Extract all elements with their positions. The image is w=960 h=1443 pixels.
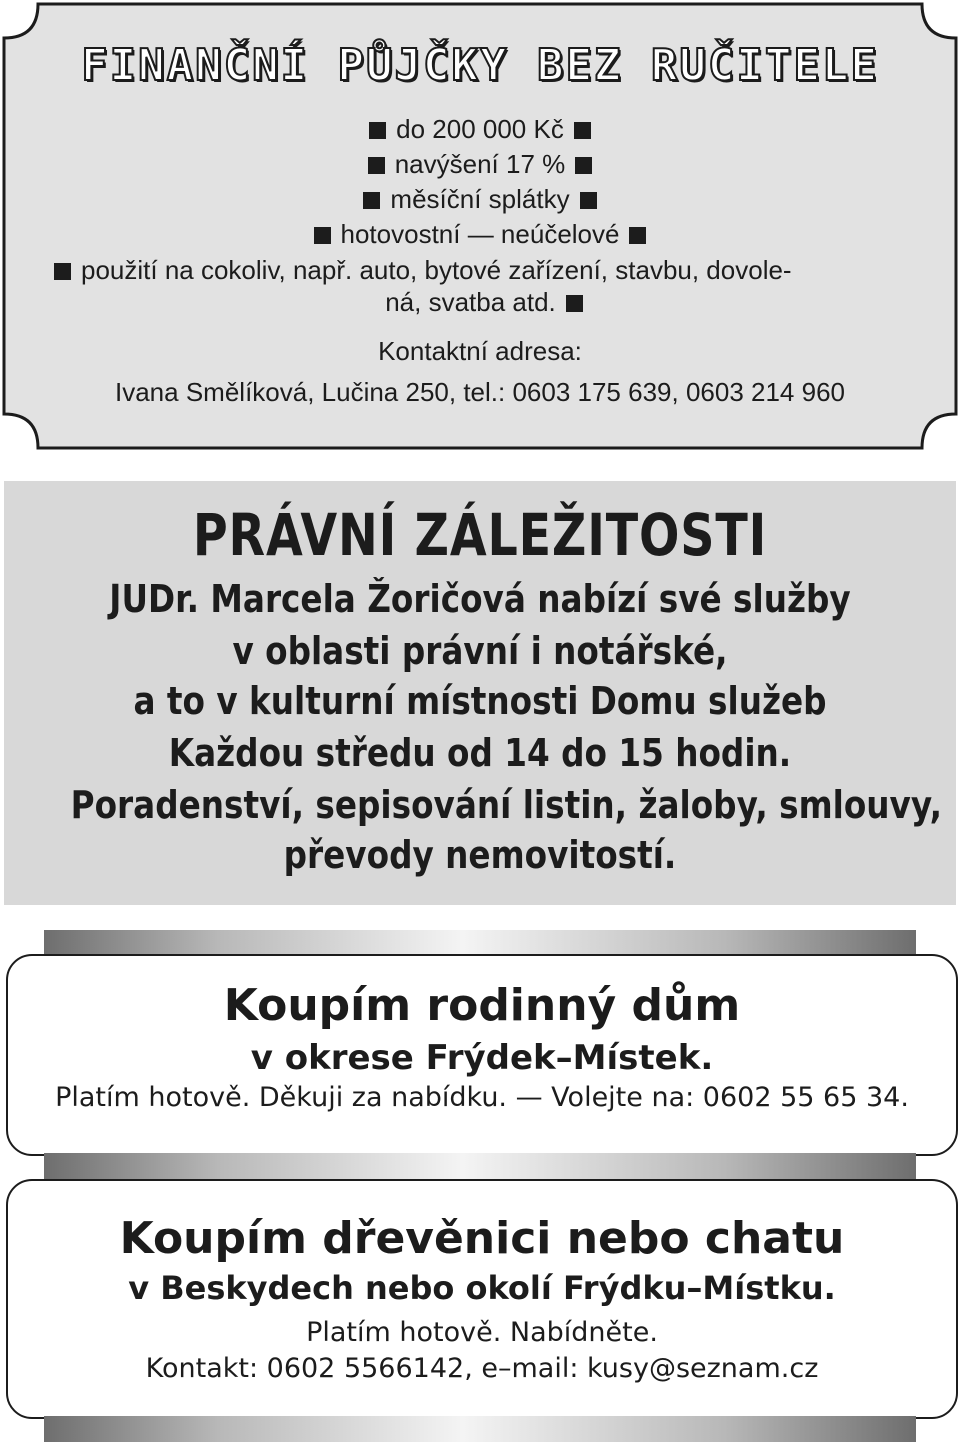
loans-bullet-amount: do 200 000 Kč: [2, 114, 958, 144]
cottage-line-2: Platím hotově. Nabídněte.: [306, 1317, 658, 1348]
legal-line-1: JUDr. Marcela Žoričová nabízí své služby: [109, 577, 851, 621]
legal-line-5: Poradenství, sepisování listin, žaloby, smlouvy,: [70, 783, 943, 827]
house-ad-top-band: [44, 930, 916, 956]
square-bullet-icon: [629, 227, 646, 244]
square-bullet-icon: [580, 192, 597, 209]
house-title: Koupím rodinný dům: [223, 980, 741, 1031]
loans-bullet-installments: měsíční splátky: [2, 184, 958, 214]
legal-title: PRÁVNÍ ZÁLEŽITOSTI: [192, 501, 768, 569]
square-bullet-icon: [566, 295, 583, 312]
cottage-ad-bottom-band: [44, 1416, 916, 1442]
square-bullet-icon: [575, 157, 592, 174]
house-ad: [6, 954, 958, 1156]
loans-bullet-cash: hotovostní — neúčelové: [2, 219, 958, 249]
cottage-title: Koupím dřevěnici nebo chatu: [119, 1213, 845, 1264]
loans-bullet-usage: použití na cokoliv, např. auto, bytové zařízení, stavbu, dovole- ná, svatba atd.: [54, 254, 914, 318]
legal-line-4: Každou středu od 14 do 15 hodin.: [168, 731, 792, 775]
legal-ad: [4, 481, 956, 905]
cottage-ad-top-band: [44, 1153, 916, 1179]
square-bullet-icon: [369, 122, 386, 139]
cottage-line-1: v Beskydech nebo okolí Frýdku–Místku.: [128, 1269, 836, 1307]
legal-line-2: v oblasti právní i notářské,: [232, 629, 728, 673]
square-bullet-icon: [54, 263, 71, 280]
square-bullet-icon: [574, 122, 591, 139]
house-line-1: v okrese Frýdek–Místek.: [250, 1038, 714, 1078]
loans-contact-heading: Kontaktní adresa:: [378, 336, 582, 366]
loans-contact: Ivana Smělíková, Lučina 250, tel.: 0603 175 639, 0603 214 960: [115, 377, 845, 407]
square-bullet-icon: [363, 192, 380, 209]
loans-title: FINANČNÍ PŮJČKY BEZ RUČITELE: [81, 40, 879, 91]
legal-line-6: převody nemovitostí.: [283, 833, 677, 877]
cottage-line-3: Kontakt: 0602 5566142, e–mail: kusy@seznam.cz: [145, 1353, 819, 1384]
cottage-ad: [6, 1179, 958, 1419]
loans-ad: [2, 2, 958, 450]
loans-bullet-increase: navýšení 17 %: [2, 149, 958, 179]
square-bullet-icon: [368, 157, 385, 174]
square-bullet-icon: [314, 227, 331, 244]
legal-line-3: a to v kulturní místnosti Domu služeb: [133, 679, 827, 723]
house-line-2: Platím hotově. Děkuji za nabídku. — Volejte na: 0602 55 65 34.: [55, 1082, 909, 1113]
